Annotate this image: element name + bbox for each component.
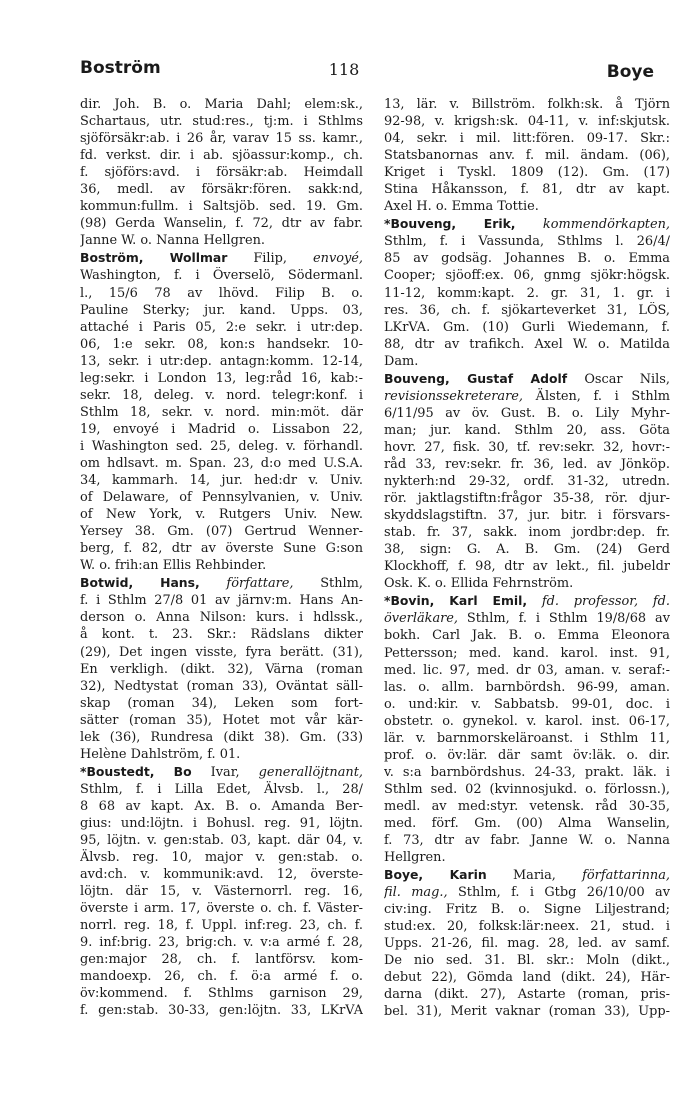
line-text: LKrVA. Gm. (10) Gurli Wiedemann, f.	[384, 319, 670, 335]
text-line	[384, 405, 670, 422]
text-line	[80, 815, 363, 832]
text-line	[384, 250, 670, 267]
text-line	[384, 353, 670, 370]
text-line	[384, 610, 670, 627]
line-text: man; jur. kand. Sthlm 20, ass. Göta	[384, 422, 670, 438]
line-text: W. o. frih:an Ellis Rehbinder.	[80, 558, 267, 574]
text-line	[384, 935, 670, 952]
entry-first-line	[80, 574, 363, 592]
text-line	[80, 164, 363, 181]
text-line	[80, 712, 363, 729]
header-left-guide-word: Boström	[80, 58, 161, 78]
line-text: (98) Gerda Wanselin, f. 72, dtr av fabr.	[80, 216, 363, 232]
text-line	[384, 1003, 670, 1020]
line-text: Dam.	[384, 353, 419, 369]
line-text: 95, löjtn. v. gen:stab. 03, kapt. där 04, v.	[80, 833, 363, 849]
line-text: gen:major 28, ch. f. lantförsv. kom-	[80, 952, 363, 968]
text-line	[80, 951, 363, 968]
line-text: Sthlm, f. i Lilla Edet, Älvsb. l., 28/	[80, 781, 363, 797]
text-line	[80, 746, 363, 763]
line-text: medl. av med:styr. vetensk. råd 30-35,	[384, 798, 670, 814]
line-text: Yersey 38. Gm. (07) Gertrud Wenner-	[80, 524, 363, 540]
text-line	[80, 438, 363, 455]
text-line	[384, 679, 670, 696]
line-text: Sthlm, f. i Gtbg 26/10/00 av	[447, 885, 670, 901]
entry-title-italic: författare,	[199, 576, 294, 592]
text-line	[384, 798, 670, 815]
line-text: 8 68 av kapt. Ax. B. o. Amanda Ber-	[80, 798, 363, 814]
text-line	[384, 233, 670, 250]
entry-title-italic: revisionssekreterare,	[384, 388, 524, 404]
text-line	[80, 198, 363, 215]
text-line	[80, 96, 363, 113]
line-text: civ:ing. Fritz B. o. Signe Liljestrand;	[384, 902, 670, 918]
line-text: berg, f. 82, dtr av överste Sune G:son	[80, 541, 363, 557]
line-text: norrl. reg. 18, f. Uppl. inf:reg. 23, ch. f.	[80, 918, 363, 934]
entry-first-line	[384, 866, 670, 884]
text-line	[80, 1002, 363, 1019]
entry-title-italic: generallöjtnant,	[258, 764, 363, 780]
line-text: 13, sekr. i utr:dep. antagn:komm. 12-14,	[80, 353, 363, 369]
text-line	[80, 866, 363, 883]
line-text: Janne W. o. Nanna Hellgren.	[80, 233, 266, 249]
text-line	[384, 747, 670, 764]
line-text: f. 73, dtr av fabr. Janne W. o. Nanna	[384, 833, 670, 849]
line-text: överste i arm. 17, överste o. ch. f. Väster-	[80, 901, 363, 917]
text-line	[80, 557, 363, 574]
text-line	[80, 181, 363, 198]
line-text: Kriget i Tyskl. 1809 (12). Gm. (17)	[384, 165, 670, 181]
text-line	[80, 609, 363, 626]
text-line	[384, 662, 670, 679]
text-line	[384, 336, 670, 353]
text-line	[384, 645, 670, 662]
line-text: öv:kommend. f. Sthlms garnison 29,	[80, 986, 363, 1002]
text-line	[384, 696, 670, 713]
text-line	[80, 678, 363, 695]
line-text: gius: und:löjtn. i Bohusl. reg. 91, löjtn.	[80, 815, 363, 831]
line-text: 19, envoyé i Madrid o. Lissabon 22,	[80, 421, 363, 437]
text-line	[384, 918, 670, 935]
line-text: 32), Nedtystat (roman 33), Oväntat säll-	[80, 678, 363, 694]
text-line	[384, 713, 670, 730]
line-text: f. i Sthlm 27/8 01 av järnv:m. Hans An-	[80, 593, 363, 609]
text-line	[384, 456, 670, 473]
line-text: Cooper; sjöoff:ex. 06, gnmg sjökr:högsk.	[384, 268, 670, 284]
text-line	[384, 815, 670, 832]
line-text: o. und:kir. v. Sabbatsb. 99-01, doc. i	[384, 696, 670, 712]
line-text: 04, sekr. i mil. litt:fören. 09-17. Skr.:	[384, 131, 670, 147]
line-text: stud:ex. 20, folksk:lär:neex. 21, stud. i	[384, 919, 670, 935]
text-line	[80, 968, 363, 985]
entry-first-line	[80, 763, 363, 781]
text-line	[384, 952, 670, 969]
entry-first-line	[80, 249, 363, 267]
text-line	[80, 147, 363, 164]
text-line	[384, 267, 670, 284]
text-line	[80, 729, 363, 746]
text-line	[80, 489, 363, 506]
entry-name: *Boustedt, Bo	[80, 763, 192, 779]
entry-title-italic: författarinna,	[582, 868, 670, 884]
entry-title-italic: överläkare,	[384, 611, 459, 627]
text-line	[384, 575, 670, 592]
entry-name: Botwid, Hans,	[80, 575, 200, 591]
text-line	[80, 506, 363, 523]
line-text: stab. fr. 37, sakk. inom jordbr:dep. fr.	[384, 525, 670, 541]
text-line	[80, 319, 363, 336]
line-text: lek (36), Rundresa (dikt 38). Gm. (33)	[80, 729, 363, 745]
line-text: darna (dikt. 27), Astarte (roman, pris-	[384, 987, 670, 1003]
line-text: skap (roman 34), Leken som fort-	[80, 695, 363, 711]
entry-name: Boye, Karin	[384, 867, 487, 883]
text-line	[80, 455, 363, 472]
text-line	[384, 388, 670, 405]
line-text: 88, dtr av trafikch. Axel W. o. Matilda	[384, 336, 670, 352]
right-column	[384, 96, 670, 1021]
text-line	[80, 421, 363, 438]
line-text: Ivar,	[191, 764, 259, 780]
text-line	[80, 523, 363, 540]
page-number: 118	[328, 60, 360, 79]
text-line	[384, 541, 670, 558]
entry-name: Boström, Wollmar	[80, 250, 228, 266]
line-text: (29), Det ingen visste, fyra berätt. (31),	[80, 644, 363, 660]
line-text: 34, kammarh. 14, jur. hed:dr v. Univ.	[80, 473, 363, 489]
line-text: Klockhoff, f. 98, dtr av lekt., fil. jubeldr	[384, 559, 670, 575]
text-line	[384, 490, 670, 507]
line-text: Älvsb. reg. 10, major v. gen:stab. o.	[80, 850, 363, 866]
line-text: sätter (roman 35), Hotet mot vår kär-	[80, 712, 363, 728]
left-column	[80, 96, 363, 1020]
line-text: 85 av godsäg. Johannes B. o. Emma	[384, 251, 670, 267]
entry-name: Bouveng, Gustaf Adolf	[384, 370, 568, 386]
entry-first-line	[384, 215, 670, 233]
line-text: prof. o. öv:lär. där samt öv:läk. o. dir.	[384, 747, 670, 763]
text-line	[80, 285, 363, 302]
text-line	[80, 113, 363, 130]
text-line	[80, 540, 363, 557]
text-line	[80, 472, 363, 489]
line-text: Helène Dahlström, f. 01.	[80, 746, 241, 762]
text-line	[384, 524, 670, 541]
text-line	[384, 422, 670, 439]
text-line	[384, 969, 670, 986]
text-line	[384, 181, 670, 198]
line-text: i Washington sed. 25, deleg. v. förhandl.	[80, 438, 363, 454]
line-text: avd:ch. v. kommunik:avd. 12, överste-	[80, 867, 363, 883]
line-text: Filip,	[227, 251, 314, 267]
line-text: löjtn. där 15, v. Västernorrl. reg. 16,	[80, 884, 363, 900]
line-text: obstetr. o. gynekol. v. karol. inst. 06-17,	[384, 713, 670, 729]
line-text: De nio sed. 31. Bl. skr.: Moln (dikt.,	[384, 953, 670, 969]
line-text: nykterh:nd 29-32, ordf. 31-32, utredn.	[384, 474, 670, 490]
text-line	[80, 626, 363, 643]
text-line	[80, 353, 363, 370]
line-text: dir. Joh. B. o. Maria Dahl; elem:sk.,	[80, 97, 363, 112]
line-text: l., 15/6 78 av lhövd. Filip B. o.	[80, 285, 363, 301]
line-text: leg:sekr. i London 13, leg:råd 16, kab:-	[80, 370, 363, 386]
line-text: om hdlsavt. m. Span. 23, d:o med U.S.A.	[80, 455, 363, 471]
text-line	[80, 985, 363, 1002]
line-text: of Delaware, of Pennsylvanien, v. Univ.	[80, 490, 363, 506]
text-line	[80, 404, 363, 421]
line-text: En verkligh. (dikt. 32), Värna (roman	[80, 661, 363, 677]
text-line	[80, 215, 363, 232]
line-text: Statsbanornas anv. f. mil. ändam. (06),	[384, 148, 670, 164]
text-line	[80, 130, 363, 147]
text-line	[80, 798, 363, 815]
entry-title-italic: kommendörkapten,	[515, 217, 670, 233]
text-line	[384, 439, 670, 456]
text-line	[384, 781, 670, 798]
text-line	[80, 781, 363, 798]
line-text: bel. 31), Merit vaknar (roman 33), Upp-	[384, 1004, 670, 1020]
text-line	[80, 832, 363, 849]
entry-title-italic: envoyé,	[313, 251, 363, 267]
line-text: Washington, f. i Överselö, Södermanl.	[80, 268, 363, 284]
line-text: Stina Håkansson, f. 81, dtr av kapt.	[384, 182, 670, 198]
entry-first-line	[384, 370, 670, 388]
text-line	[80, 302, 363, 319]
text-line	[384, 849, 670, 866]
line-text: fd. verkst. dir. i ab. sjöassur:komp., ch.	[80, 148, 363, 164]
line-text: Hellgren.	[384, 850, 446, 866]
text-line	[384, 986, 670, 1003]
text-line	[80, 849, 363, 866]
text-line	[80, 661, 363, 678]
line-text: attaché i Paris 05, 2:e sekr. i utr:dep.	[80, 319, 363, 335]
text-line	[384, 130, 670, 147]
text-line	[384, 164, 670, 181]
text-line	[80, 232, 363, 249]
line-text: Schartaus, utr. stud:res., tj:m. i Sthlms	[80, 114, 363, 130]
line-text: sekr. 18, deleg. v. nord. telegr:konf. i	[80, 387, 363, 403]
line-text: skyddslagstiftn. 37, jur. bitr. i försvars-	[384, 508, 670, 524]
line-text: med. lic. 97, med. dr 03, aman. v. seraf:-	[384, 662, 670, 678]
text-line	[80, 644, 363, 661]
line-text: lär. v. barnmorskeläroanst. i Sthlm 11,	[384, 730, 670, 746]
line-text: Pettersson; med. kand. karol. inst. 91,	[384, 645, 670, 661]
entry-name: *Bovin, Karl Emil,	[384, 593, 528, 609]
line-text: råd 33, rev:sekr. fr. 36, led. av Jönköp.	[384, 456, 670, 472]
text-line	[80, 267, 363, 284]
entry-name: *Bouveng, Erik,	[384, 216, 516, 232]
line-text: Sthlm, f. i Vassunda, Sthlms l. 26/4/	[384, 234, 670, 250]
line-text: 9. inf:brig. 23, brig:ch. v. v:a armé f. 28,	[80, 935, 363, 951]
line-text: kommun:fullm. i Saltsjöb. sed. 19. Gm.	[80, 199, 363, 215]
line-text: 13, lär. v. Billström. folkh:sk. å Tjörn	[384, 97, 670, 112]
line-text: res. 36, ch. f. sjökarteverket 31, LÖS,	[384, 302, 670, 318]
line-text: med. förf. Gm. (00) Alma Wanselin,	[384, 815, 670, 831]
line-text: Axel H. o. Emma Tottie.	[384, 199, 539, 215]
line-text: Sthlm,	[293, 576, 363, 592]
header-right-guide-word: Boye	[606, 62, 654, 82]
line-text: Oscar Nils,	[567, 371, 670, 387]
text-line	[80, 917, 363, 934]
line-text: 06, 1:e sekr. 08, kon:s handsekr. 10-	[80, 336, 363, 352]
text-line	[80, 900, 363, 917]
line-text: 6/11/95 av öv. Gust. B. o. Lily Myhr-	[384, 405, 670, 421]
text-line	[384, 198, 670, 215]
text-line	[384, 558, 670, 575]
line-text: hovr. 27, fisk. 30, tf. rev:sekr. 32, hovr:-	[384, 439, 670, 455]
text-line	[384, 302, 670, 319]
line-text: 11-12, komm:kapt. 2. gr. 31, 1. gr. i	[384, 285, 670, 301]
line-text: Älsten, f. i Sthlm	[523, 388, 670, 404]
line-text: sjöförsäkr:ab. i 26 år, varav 15 ss. kamr.,	[80, 131, 363, 147]
text-line	[384, 901, 670, 918]
text-line	[384, 96, 670, 113]
line-text: rör. jaktlagstiftn:frågor 35-38, rör. djur-	[384, 491, 670, 507]
text-line	[384, 764, 670, 781]
text-line	[384, 832, 670, 849]
line-text: derson o. Anna Nilson: kurs. i hdlssk.,	[80, 610, 363, 626]
text-line	[384, 507, 670, 524]
line-text: mandoexp. 26, ch. f. ö:a armé f. o.	[80, 969, 363, 985]
line-text: Pauline Sterky; jur. kand. Upps. 03,	[80, 302, 363, 318]
line-text: f. gen:stab. 30-33, gen:löjtn. 33, LKrVA	[80, 1003, 363, 1019]
entry-title-italic: fil. mag.,	[384, 885, 448, 901]
text-line	[384, 147, 670, 164]
line-text: Maria,	[486, 868, 583, 884]
page-header	[0, 56, 688, 86]
line-text: Upps. 21-26, fil. mag. 28, led. av samf.	[384, 936, 670, 952]
line-text: f. sjöförs:avd. i försäkr:ab. Heimdall	[80, 165, 363, 181]
line-text: å kont. t. 23. Skr.: Rädslans dikter	[80, 627, 363, 643]
line-text: Sthlm sed. 02 (kvinnosjukd. o. förlossn.),	[384, 781, 670, 797]
entry-first-line	[384, 592, 670, 610]
text-line	[384, 627, 670, 644]
text-line	[384, 884, 670, 901]
line-text: of New York, v. Rutgers Univ. New.	[80, 507, 363, 523]
line-text: las. o. allm. barnbördsh. 96-99, aman.	[384, 679, 670, 695]
line-text: 92-98, v. krigsh:sk. 04-11, v. inf:skjutsk.	[384, 114, 670, 130]
line-text: Sthlm 18, sekr. v. nord. min:möt. där	[80, 404, 363, 420]
text-line	[384, 730, 670, 747]
text-line	[384, 285, 670, 302]
line-text: debut 22), Gömda land (dikt. 24), Här-	[384, 970, 670, 986]
text-line	[384, 473, 670, 490]
line-text: Sthlm, f. i Sthlm 19/8/68 av	[458, 611, 670, 627]
entry-title-italic: fd. professor, fd.	[527, 594, 670, 610]
text-line	[80, 883, 363, 900]
text-line	[80, 592, 363, 609]
line-text: 38, sign: G. A. B. Gm. (24) Gerd	[384, 542, 670, 558]
line-text: bokh. Carl Jak. B. o. Emma Eleonora	[384, 628, 670, 644]
line-text: v. s:a barnbördshus. 24-33, prakt. läk. i	[384, 764, 670, 780]
text-line	[80, 370, 363, 387]
line-text: Osk. K. o. Ellida Fehrnström.	[384, 576, 574, 592]
text-line	[80, 695, 363, 712]
text-line	[80, 336, 363, 353]
text-line	[80, 387, 363, 404]
text-line	[384, 113, 670, 130]
text-line	[80, 934, 363, 951]
text-line	[384, 319, 670, 336]
line-text: 36, medl. av försäkr:fören. sakk:nd,	[80, 182, 363, 198]
